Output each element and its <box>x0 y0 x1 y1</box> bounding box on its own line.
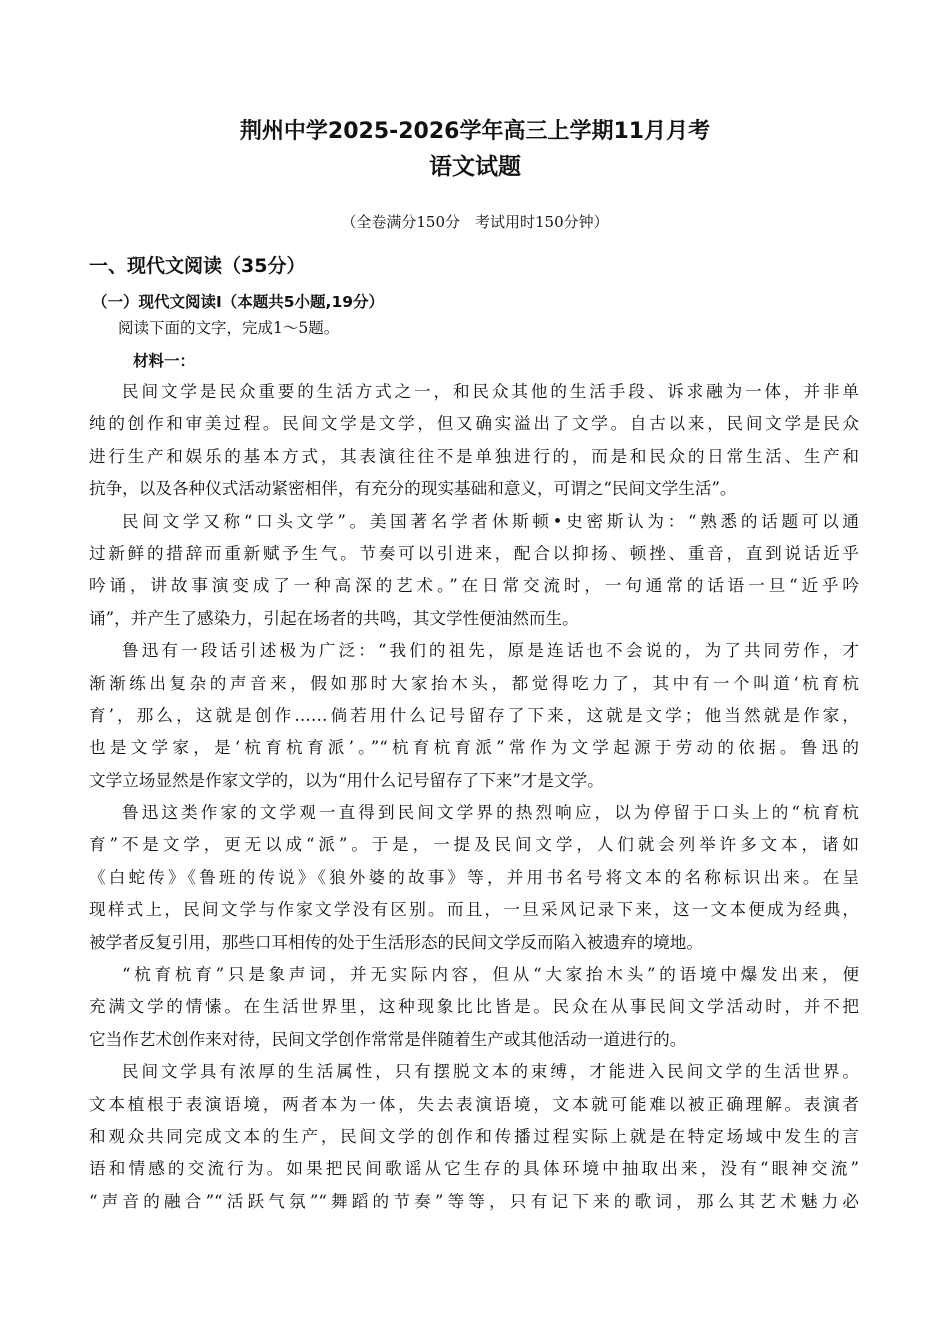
passage-line: 被学者反复引用，那些口耳相传的处于生活形态的民间文学反而陷入被遗弃的境地。 <box>89 932 703 952</box>
passage-line: 过新鲜的措辞而重新赋予生气。节奏可以引进来，配合以抑扬、顿挫、重音，直到说话近乎 <box>89 543 859 563</box>
passage-paragraph <box>89 635 859 797</box>
passage-line: 现样式上，民间文学与作家文学没有区别。而且，一旦采风记录下来，这一文本便成为经典， <box>89 900 859 920</box>
subject-title: 语文试题 <box>429 154 521 180</box>
passage-line: 文学立场显然是作家文学的，以为“用什么记号留存了下来”才是文学。 <box>89 770 604 790</box>
exam-meta: （全卷满分150分 考试用时150分钟） <box>341 213 609 231</box>
passage-line: 育’，那么，这就是创作……倘若用什么记号留存了下来，这就是文学；他当然就是作家， <box>89 705 859 725</box>
passage-line: 它当作艺术创作来对待，民间文学创作常常是伴随着生产或其他活动一道进行的。 <box>89 1029 687 1049</box>
passage-line: “声音的融合”“活跃气氛”“舞蹈的节奏”等等，只有记下来的歌词，那么其艺术魅力必 <box>89 1191 859 1211</box>
subsection-heading: （一）现代文阅读Ⅰ（本题共5小题,19分） <box>92 293 385 311</box>
section-heading: 一、现代文阅读（35分） <box>89 255 306 277</box>
passage-line: 充满文学的情愫。在生活世界里，这种现象比比皆是。民众在从事民间文学活动时，并不把 <box>89 997 859 1017</box>
passage-body <box>89 376 859 1218</box>
passage-line: 抗争，以及各种仪式活动紧密相伴，有充分的现实基础和意义，可谓之“民间文学生活”。 <box>89 479 737 499</box>
passage-line: 育”不是文学，更无以成“派”。于是，一提及民间文学，人们就会列举许多文本，诸如 <box>89 835 859 855</box>
passage-line: 渐渐练出复杂的声音来，假如那时大家抬木头，都觉得吃力了，其中有一个叫道‘杭育杭 <box>89 673 859 693</box>
passage-paragraph <box>89 1056 859 1218</box>
passage-paragraph <box>89 959 859 1056</box>
passage-line: 语和情感的交流行为。如果把民间歌谣从它生存的具体环境中抽取出来，没有“眼神交流” <box>89 1159 859 1179</box>
reading-instruction: 阅读下面的文字，完成1～5题。 <box>118 319 340 337</box>
passage-line: 文本植根于表演语境，两者本为一体，失去表演语境，文本就可能难以被正确理解。表演者 <box>89 1094 859 1114</box>
passage-line: 吟诵，讲故事演变成了一种高深的艺术。”在日常交流时，一句通常的话语一旦“近乎吟 <box>89 576 859 596</box>
passage-line: 《白蛇传》《鲁班的传说》《狼外婆的故事》等，并用书名号将文本的名称标识出来。在呈 <box>89 867 859 887</box>
passage-line: 诵”，并产生了感染力，引起在场者的共鸣，其文学性便油然而生。 <box>89 608 579 628</box>
passage-line: 鲁迅这类作家的文学观一直得到民间文学界的热烈响应，以为停留于口头上的“杭育杭 <box>122 803 859 823</box>
passage-line: 民间文学是民众重要的生活方式之一，和民众其他的生活手段、诉求融为一体，并非单 <box>122 382 859 401</box>
passage-line: 进行生产和娱乐的基本方式，其表演往往不是单独进行的，而是和民众的日常生活、生产和 <box>89 446 859 466</box>
passage-line: 纯的创作和审美过程。民间文学是文学，但又确实溢出了文学。自古以来，民间文学是民众 <box>89 414 859 434</box>
passage-paragraph <box>89 506 859 636</box>
passage-line: 也是文学家，是‘杭育杭育派’。”“杭育杭育派”常作为文学起源于劳动的依据。鲁迅的 <box>89 738 859 758</box>
passage-line: 民间文学具有浓厚的生活属性，只有摆脱文本的束缚，才能进入民间文学的生活世界。 <box>122 1062 859 1082</box>
passage-line: 民间文学又称“口头文学”。美国著名学者休斯顿•史密斯认为：“熟悉的话题可以通 <box>122 511 859 531</box>
passage-paragraph <box>89 797 859 959</box>
passage-line: 鲁迅有一段话引述极为广泛：“我们的祖先，原是连话也不会说的，为了共同劳作，才 <box>122 641 859 661</box>
exam-title: 荆州中学2025-2026学年高三上学期11月月考 <box>239 119 711 144</box>
passage-paragraph <box>89 376 859 506</box>
passage-line: 和观众共同完成文本的生产，民间文学的创作和传播过程实际上就是在特定场域中发生的言 <box>89 1126 859 1146</box>
passage-line: “杭育杭育”只是象声词，并无实际内容，但从“大家抬木头”的语境中爆发出来，便 <box>122 965 859 985</box>
material-label: 材料一： <box>133 352 196 370</box>
